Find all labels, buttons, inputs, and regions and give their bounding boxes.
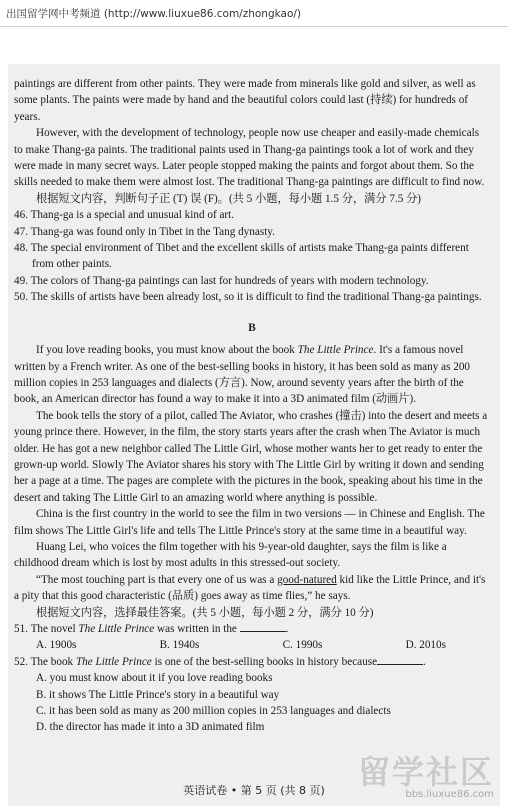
page-content <box>14 76 490 736</box>
option-b: B. it shows The Little Prince's story in a beautiful way <box>36 688 280 701</box>
section-b-heading: B <box>248 321 256 334</box>
answer-blank <box>240 621 286 632</box>
option-b: B. 1940s <box>159 639 200 652</box>
option-d: D. the director has made it into a 3D animated film <box>36 721 265 734</box>
question-51-options <box>14 637 446 653</box>
watermark-url: bbs.liuxue86.com <box>405 789 494 800</box>
exam-page <box>8 64 500 806</box>
question-text: is one of the best-selling books in history because <box>151 655 378 668</box>
book-title: The Little Prince <box>75 655 152 668</box>
passage-b-paragraph <box>14 572 490 605</box>
question-51 <box>14 621 490 637</box>
question-52 <box>14 654 490 670</box>
passage-b-paragraph: Huang Lei, who voices the film together with his 9-year-old daughter, says the film is like a childhood dream which is lost by most adults in this stressed-out society. <box>14 540 447 570</box>
instructions-a: 根据短文内容，判断句子正 (T) 误 (F)。(共 5 小题，每小题 1.5 分，满分 7.5 分) <box>36 192 422 205</box>
question-47: 47. Thang-ga was found only in Tibet in the Tang dynasty. <box>14 225 275 238</box>
watermark-text: 留学社区 <box>357 753 494 791</box>
answer-blank <box>377 654 423 665</box>
page-footer: 英语试卷 • 第 5 页 (共 8 页) <box>183 784 325 797</box>
question-49: 49. The colors of Thang-ga paintings can last for hundreds of years with modern technology. <box>14 274 429 287</box>
question-text: 51. The novel <box>14 623 79 635</box>
text: . It's a famous novel written by a French writer. As one of the best-selling books in history, it has been sold as many as 200 million copies in 253 languages and dialects (方言). Now, around seventy years after the birth of the book, an American director has found a way to make it into a 3D animated film (动画片). <box>14 344 471 406</box>
question-text: was written in the <box>154 623 237 635</box>
question-50: 50. The skills of artists have been already lost, so it is difficult to find the traditional Thang-ga paintings. <box>14 291 482 304</box>
option-c: C. it has been sold as many as 200 million copies in 253 languages and dialects <box>36 705 391 718</box>
option-c: C. 1990s <box>282 639 323 652</box>
period: . <box>285 623 289 635</box>
passage-a-paragraph: However, with the development of technology, people now use cheaper and easily-made chemicals to make Thang-ga paints. The traditional paints used in Thang-ga paintings took a lot of work and they were made in many secret ways. Later people stopped making the paints and forgot about them. So the skills needed to make them were almost lost. The traditional Thang-ga paintings are difficult to find now. <box>14 127 485 189</box>
book-title: The Little Prince <box>78 623 155 635</box>
passage-b-paragraph <box>14 342 490 408</box>
text: kid like the Little Prince, and it's a pity that this good characteristic (品质) goes away as time flies,” he says. <box>14 573 486 603</box>
text: If you love reading books, you must know about the book <box>36 344 298 357</box>
site-header <box>0 0 508 22</box>
watermark-logo <box>358 755 494 800</box>
passage-a-paragraph: paintings are different from other paints. They were made from minerals like gold and silver, as well as some plants. The paints were made by hand and the beautiful colors could last (持续) for hundreds of years. <box>14 78 476 123</box>
period: . <box>423 655 426 668</box>
header-divider <box>0 26 508 27</box>
option-a: A. you must know about it if you love reading books <box>36 672 273 685</box>
header-text: 出国留学网中考频道 (http://www.liuxue86.com/zhongkao/) <box>6 8 302 20</box>
text: “The most touching part is that every one of us was a <box>36 573 278 586</box>
book-title: The Little Prince <box>297 344 374 357</box>
passage-b-paragraph: The book tells the story of a pilot, called The Aviator, who crashes (撞击) into the desert and meets a young prince there. However, in the film, the story starts years after the crash when The Aviator is much older. He has got a new neighbor called The Little Girl, whose mother wants her to get ready to enter the grown-up world. Slowly The Aviator shares his story with The Little Girl by writing it down and sending her a page at a time. The pages are complete with the pictures in the book, speaking about his time in the desert and taking The Little Girl to an amazing world where anything is possible. <box>14 409 488 504</box>
option-a: A. 1900s <box>36 639 77 652</box>
question-46: 46. Thang-ga is a special and unusual kind of art. <box>14 209 235 222</box>
instructions-b: 根据短文内容，选择最佳答案。(共 5 小题，每小题 2 分，满分 10 分) <box>36 606 374 619</box>
underlined-word: good-natured <box>277 573 337 586</box>
question-text: 52. The book <box>14 655 76 668</box>
passage-b-paragraph: China is the first country in the world to see the film in two versions — in Chinese and English. The film shows The Little Girl's life and tells The Little Prince's story at the same time in a beautiful way. <box>14 508 485 537</box>
option-d: D. 2010s <box>405 639 446 652</box>
question-48: 48. The special environment of Tibet and the excellent skills of artists make Thang-ga paints different from other paints. <box>14 242 469 271</box>
